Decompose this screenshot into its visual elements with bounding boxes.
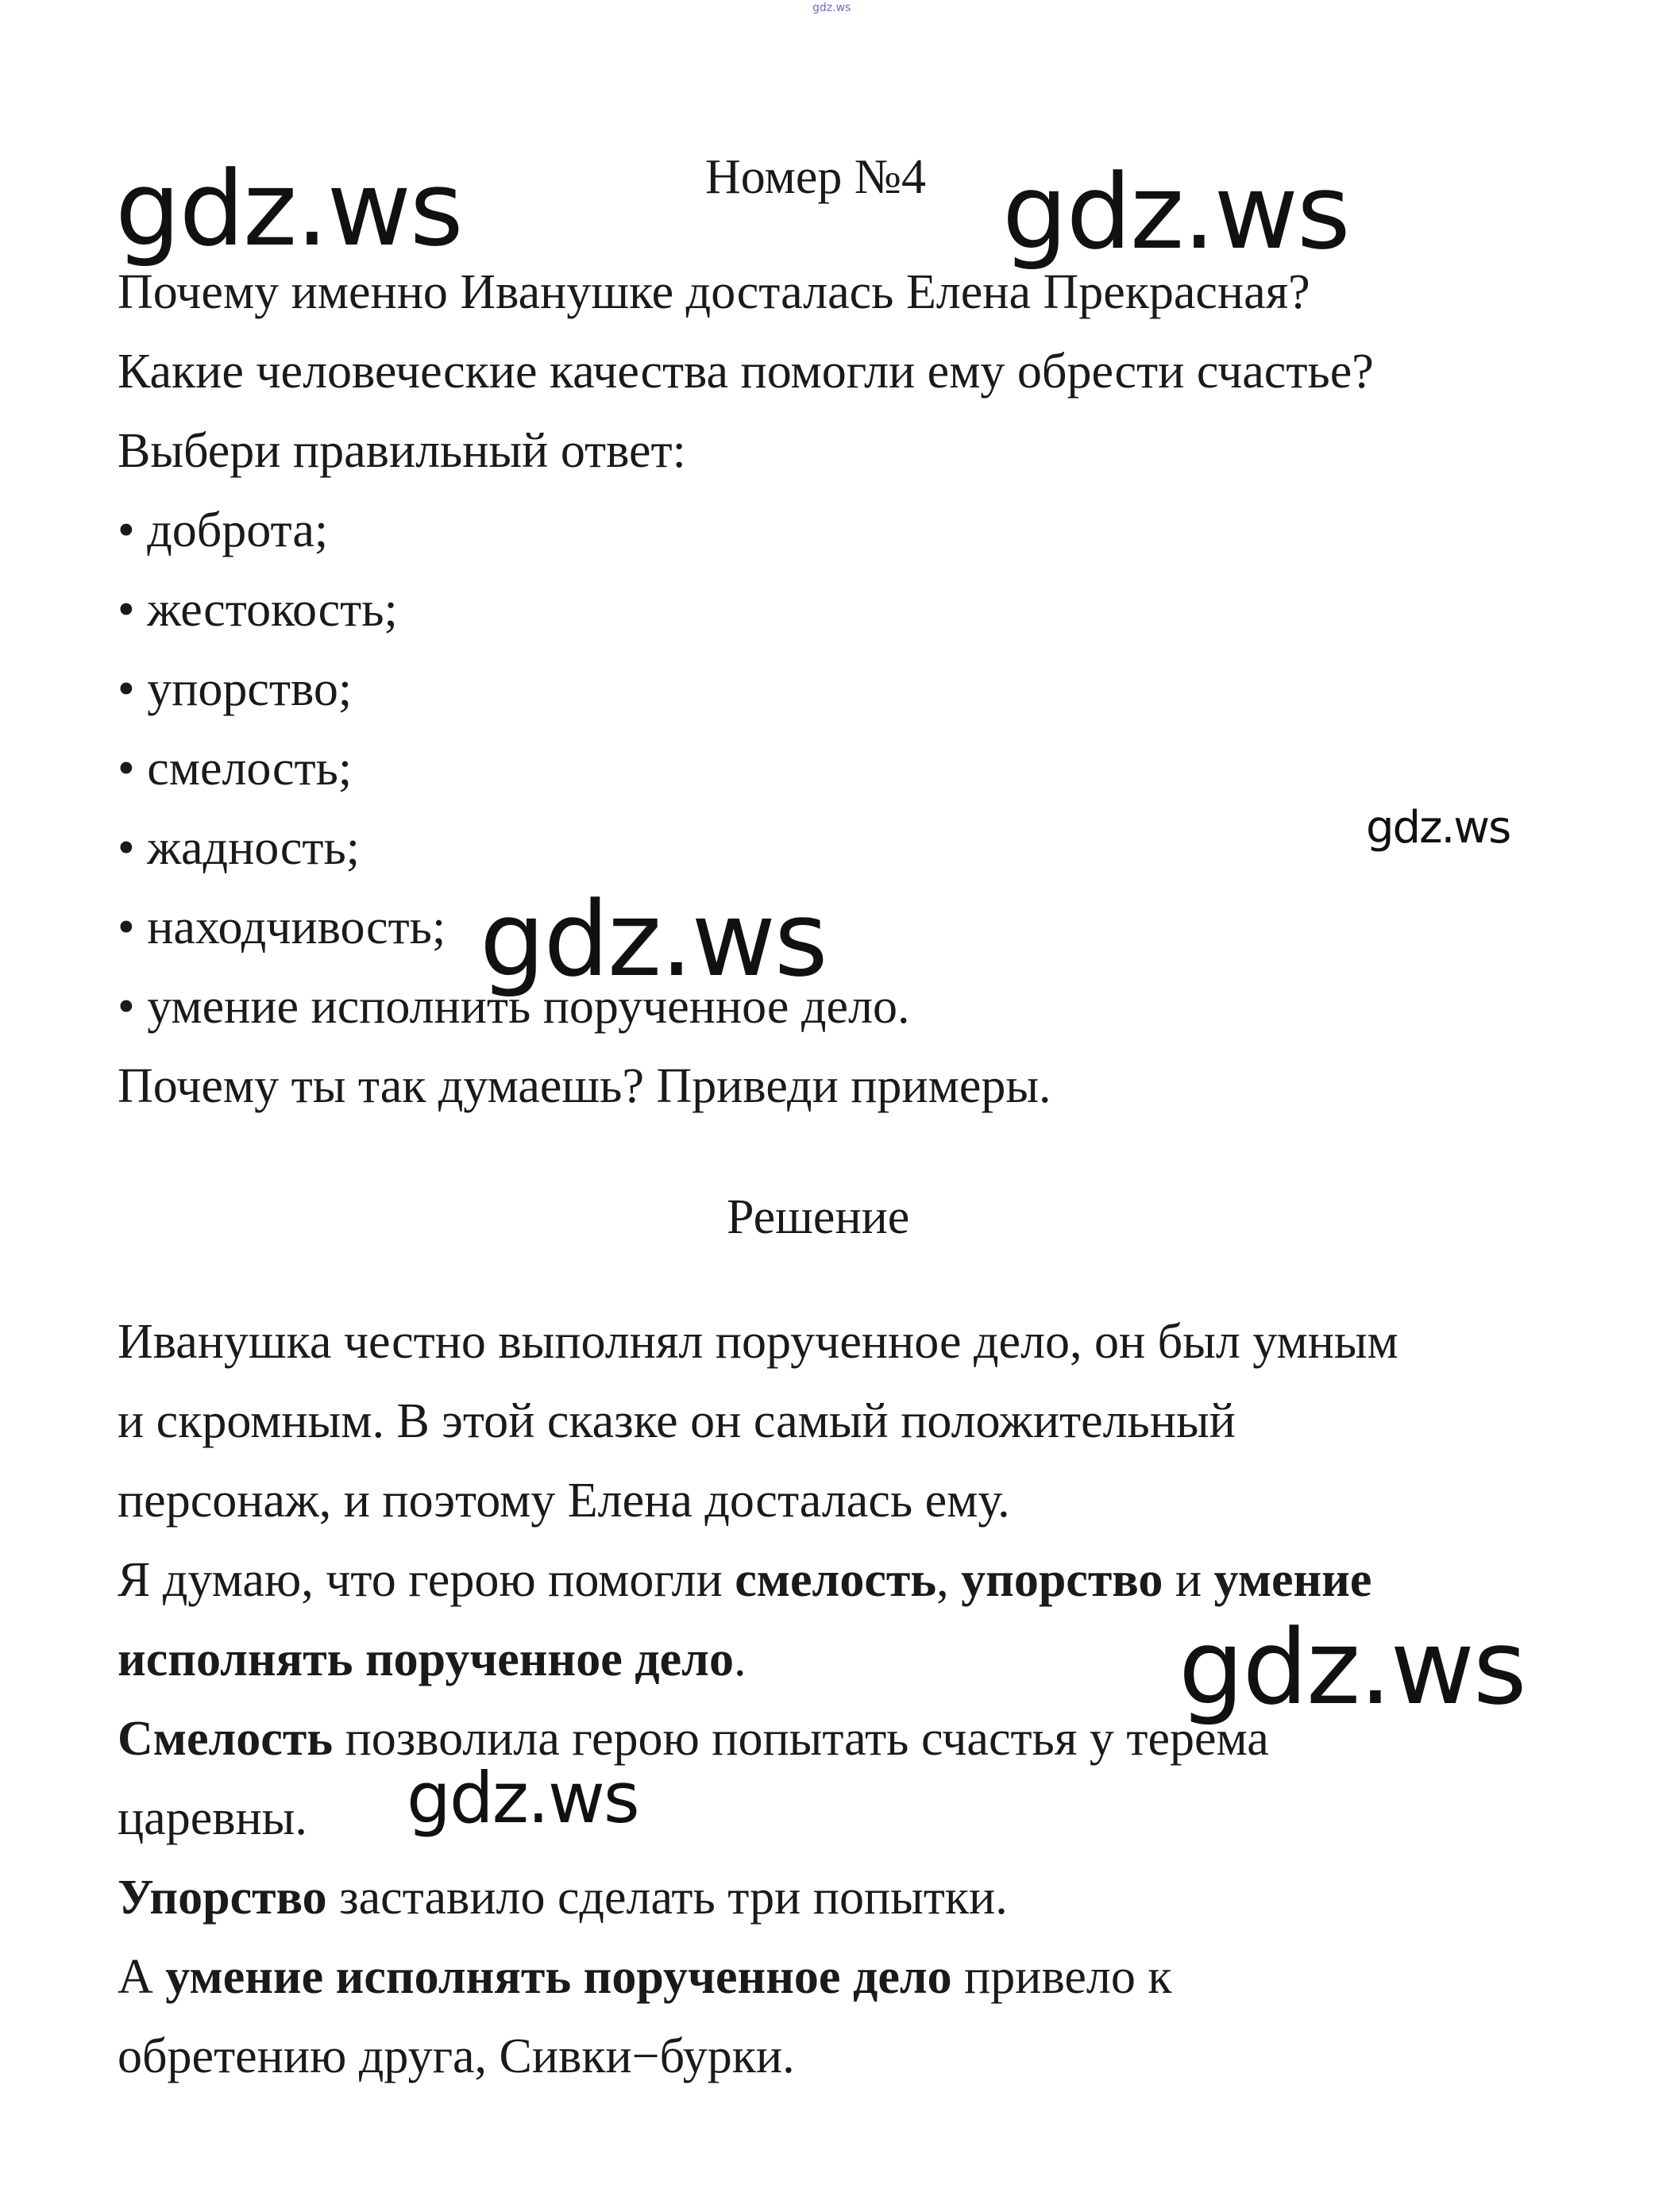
text: привело к <box>951 1950 1172 2004</box>
question-line-2: Какие человеческие качества помогли ему обрести счастье? <box>118 345 1374 399</box>
bold-text: Упорство <box>118 1871 327 1925</box>
option-item: • умение исполнить порученное дело. <box>118 980 910 1034</box>
text: . <box>733 1632 746 1686</box>
option-item: • находчивость; <box>118 900 446 954</box>
watermark-bottom-left: gdz.ws <box>407 1757 638 1839</box>
watermark-bottom-right: gdz.ws <box>1179 1607 1526 1728</box>
bold-text: умение <box>1213 1553 1372 1607</box>
solution-p5-line-2: обретению друга, Сивки−бурки. <box>118 2029 795 2083</box>
text: А <box>118 1950 166 2004</box>
option-item: • смелость; <box>118 742 353 796</box>
text: Я думаю, что герою помогли <box>118 1553 735 1607</box>
watermark-top-right: gdz.ws <box>1002 152 1349 272</box>
solution-title: Решение <box>727 1190 910 1244</box>
bold-text: исполнять порученное дело <box>118 1632 734 1686</box>
bold-text: смелость <box>735 1553 937 1607</box>
watermark-top-left: gdz.ws <box>115 148 462 269</box>
solution-p5-line-1 <box>118 1937 1171 2017</box>
text: позволила герою попытать счастья у терема <box>333 1712 1269 1766</box>
solution-p2-line-2 <box>118 1620 746 1699</box>
text: и <box>1163 1553 1214 1607</box>
bold-text: умение исполнять порученное дело <box>165 1950 952 2004</box>
option-item: • жестокость; <box>118 583 398 637</box>
option-item: • жадность; <box>118 821 360 875</box>
option-item: • доброта; <box>118 503 329 557</box>
watermark-middle: gdz.ws <box>480 879 827 1000</box>
solution-p3-line-2: царевны. <box>118 1791 307 1845</box>
solution-p1-line-3: персонаж, и поэтому Елена досталась ему. <box>118 1474 1010 1528</box>
text: заставило сделать три попытки. <box>326 1871 1008 1925</box>
watermark-tiny: gdz.ws <box>812 2 851 14</box>
solution-p2-line-1 <box>118 1540 1371 1620</box>
solution-p1-line-1: Иванушка честно выполнял порученное дело, он был умным <box>118 1315 1398 1369</box>
solution-p4 <box>118 1858 1008 1937</box>
bold-text: упорство <box>961 1553 1163 1607</box>
solution-p1-line-2: и скромным. В этой сказке он самый положительный <box>118 1394 1236 1448</box>
page-title: Номер №4 <box>705 150 927 204</box>
watermark-small-right: gdz.ws <box>1366 802 1510 854</box>
bold-text: Смелость <box>118 1712 334 1766</box>
text: , <box>936 1553 962 1607</box>
question-line-3: Выбери правильный ответ: <box>118 424 686 478</box>
question-closing: Почему ты так думаешь? Приведи примеры. <box>118 1059 1051 1113</box>
solution-p3-line-1 <box>118 1699 1269 1778</box>
question-line-1: Почему именно Иванушке досталась Елена Прекрасная? <box>118 265 1310 319</box>
option-item: • упорство; <box>118 662 353 716</box>
